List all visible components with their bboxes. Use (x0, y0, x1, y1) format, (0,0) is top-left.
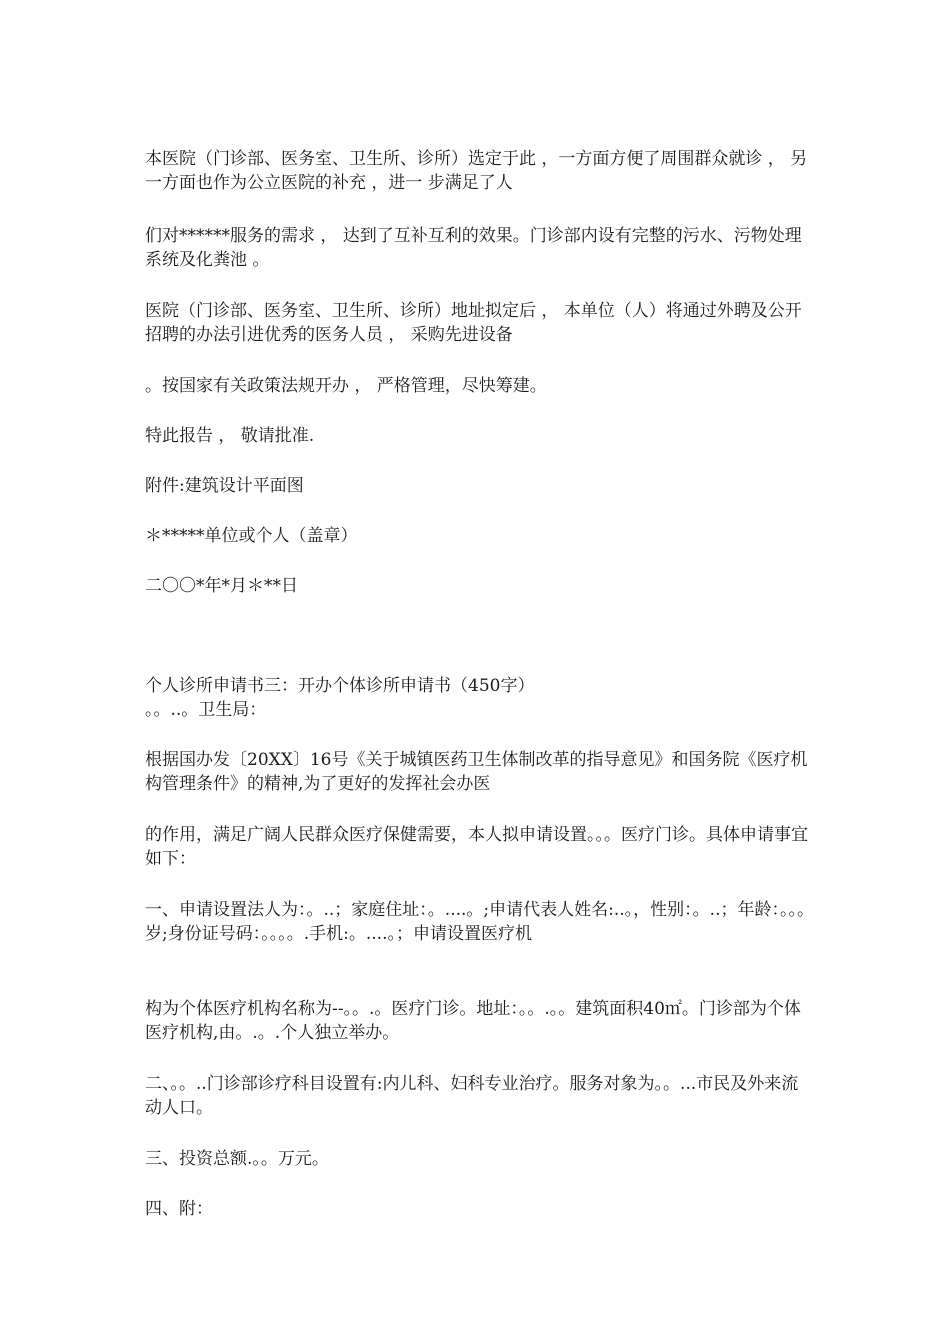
paragraph: 根据国办发〔20XX〕16号《关于城镇医药卫生体制改革的指导意见》和国务院《医疗机构管理条件》的精神,为了更好的发挥社会办医 (145, 750, 808, 794)
paragraph: 医院（门诊部、医务室、卫生所、诊所）地址拟定后 ， 本单位（人）将通过外聘及公开招聘的办法引进优秀的医务人员 ， 采购先进设备 (145, 301, 802, 345)
paragraph: 。按国家有关政策法规开办 ， 严格管理，尽快筹建。 (145, 376, 547, 396)
paragraph: 特此报告 ， 敬请批准. (145, 426, 315, 446)
paragraph: 本医院（门诊部、医务室、卫生所、诊所）选定于此 ，一方面方便了周围群众就诊 ， 另一方面也作为公立医院的补充 ，进一 步满足了人 (145, 149, 808, 193)
paragraph: 附件:建筑设计平面图 (145, 476, 304, 496)
paragraph: 的作用，满足广阔人民群众医疗保健需要，本人拟申请设置。。。医疗门诊。具体申请事宜如下： (145, 825, 808, 869)
paragraph: 四、附： (145, 1199, 213, 1219)
paragraph: ＊*****单位或个人（盖章） (145, 526, 358, 546)
paragraph: 二、。。..门诊部诊疗科目设置有:内儿科、妇科专业治疗。服务对象为。。...市民及外来流动人口。 (145, 1074, 799, 1118)
paragraph: 构为个体医疗机构名称为--。。.。医疗门诊。地址：。。.。。建筑面积40㎡。门诊部为个体医疗机构,由。.。.个人独立举办。 (145, 999, 801, 1043)
paragraph: 三、投资总额.。。万元。 (145, 1149, 329, 1169)
paragraph: 一、申请设置法人为：。..；家庭住址：。....。;申请代表人姓名:..。，性别：。..；年龄：。。。岁;身份证号码：。。。。.手机:。....。；申请设置医疗机 (145, 900, 814, 944)
section-heading: 个人诊所申请书三：开办个体诊所申请书（450字） (145, 676, 535, 696)
paragraph: 二〇〇*年*月＊**日 (145, 576, 298, 596)
addressee: 。。..。卫生局： (145, 700, 267, 720)
paragraph: 们对******服务的需求 ， 达到了互补互利的效果。门诊部内设有完整的污水、污物处理系统及化粪池 。 (145, 226, 802, 270)
